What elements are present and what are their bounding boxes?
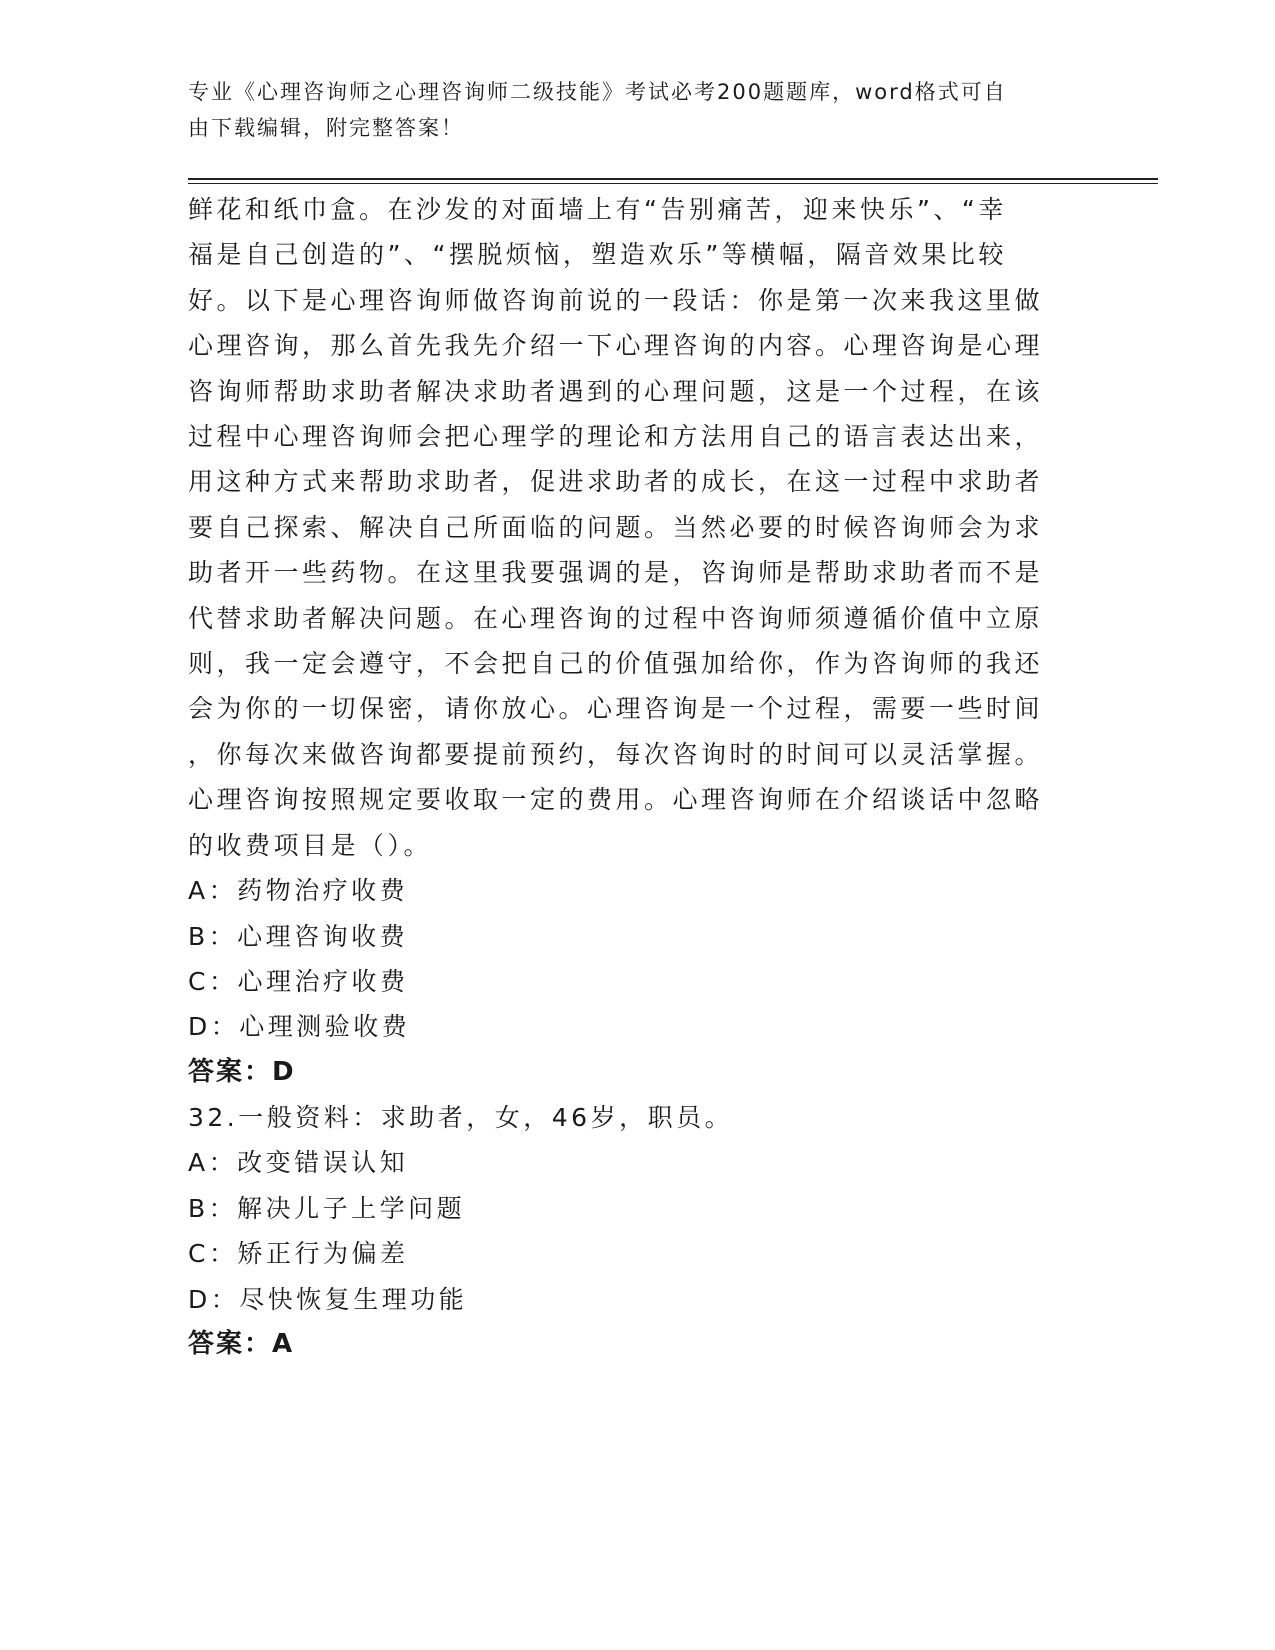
stem-line: 福是自己创造的”、“摆脱烦恼，塑造欢乐”等横幅，隔音效果比较 (188, 240, 1007, 270)
header-line-2: 由下载编辑，附完整答案！ (188, 116, 464, 140)
header-line-1: 专业《心理咨询师之心理咨询师二级技能》考试必考200题题库，word格式可自 (188, 80, 1007, 104)
stem-line: 鲜花和纸巾盒。在沙发的对面墙上有“告别痛苦，迎来快乐”、“幸 (188, 195, 1007, 224)
question-32-stem: 32.一般资料：求助者，女，46岁，职员。 (188, 1103, 734, 1132)
option-a: A：药物治疗收费 (188, 876, 409, 906)
option-a: A：改变错误认知 (188, 1148, 409, 1178)
stem-line: 则，我一定会遵守，不会把自己的价值强加给你，作为咨询师的我还 (188, 649, 1044, 679)
stem-line: 咨询师帮助求助者解决求助者遇到的心理问题，这是一个过程，在该 (188, 376, 1044, 406)
option-d: D：心理测验收费 (188, 1012, 411, 1042)
question-32 (188, 1095, 1068, 1367)
option-d: D：尽快恢复生理功能 (188, 1284, 468, 1314)
option-b: B：心理咨询收费 (188, 921, 409, 951)
stem-line: 会为你的一切保密，请你放心。心理咨询是一个过程，需要一些时间 (188, 694, 1044, 724)
stem-line: 好。以下是心理咨询师做咨询前说的一段话：你是第一次来我这里做 (188, 285, 1044, 315)
answer-32: 答案：A (188, 1329, 295, 1360)
stem-line: 用这种方式来帮助求助者，促进求助者的成长，在这一过程中求助者 (188, 467, 1044, 497)
header-rule-thin (188, 183, 1158, 184)
stem-line: 心理咨询，那么首先我先介绍一下心理咨询的内容。心理咨询是心理 (188, 331, 1044, 361)
document-header (188, 74, 1068, 146)
header-rule-thick (188, 178, 1158, 180)
stem-line: 过程中心理咨询师会把心理学的理论和方法用自己的语言表达出来， (188, 422, 1044, 452)
option-c: C：心理治疗收费 (188, 966, 409, 996)
stem-line: 代替求助者解决问题。在心理咨询的过程中咨询师须遵循价值中立原 (188, 603, 1044, 633)
option-c: C：矫正行为偏差 (188, 1239, 409, 1269)
stem-line: 的收费项目是（）。 (188, 830, 433, 860)
question-31-stem (188, 187, 1068, 1095)
stem-line: 要自己探索、解决自己所面临的问题。当然必要的时候咨询师会为求 (188, 512, 1044, 542)
answer-31: 答案：D (188, 1056, 296, 1087)
stem-line: 助者开一些药物。在这里我要强调的是，咨询师是帮助求助者而不是 (188, 558, 1044, 588)
stem-line: 心理咨询按照规定要收取一定的费用。心理咨询师在介绍谈话中忽略 (188, 785, 1044, 815)
stem-line: ，你每次来做咨询都要提前预约，每次咨询时的时间可以灵活掌握。 (188, 739, 1044, 769)
option-b: B：解决儿子上学问题 (188, 1193, 466, 1223)
